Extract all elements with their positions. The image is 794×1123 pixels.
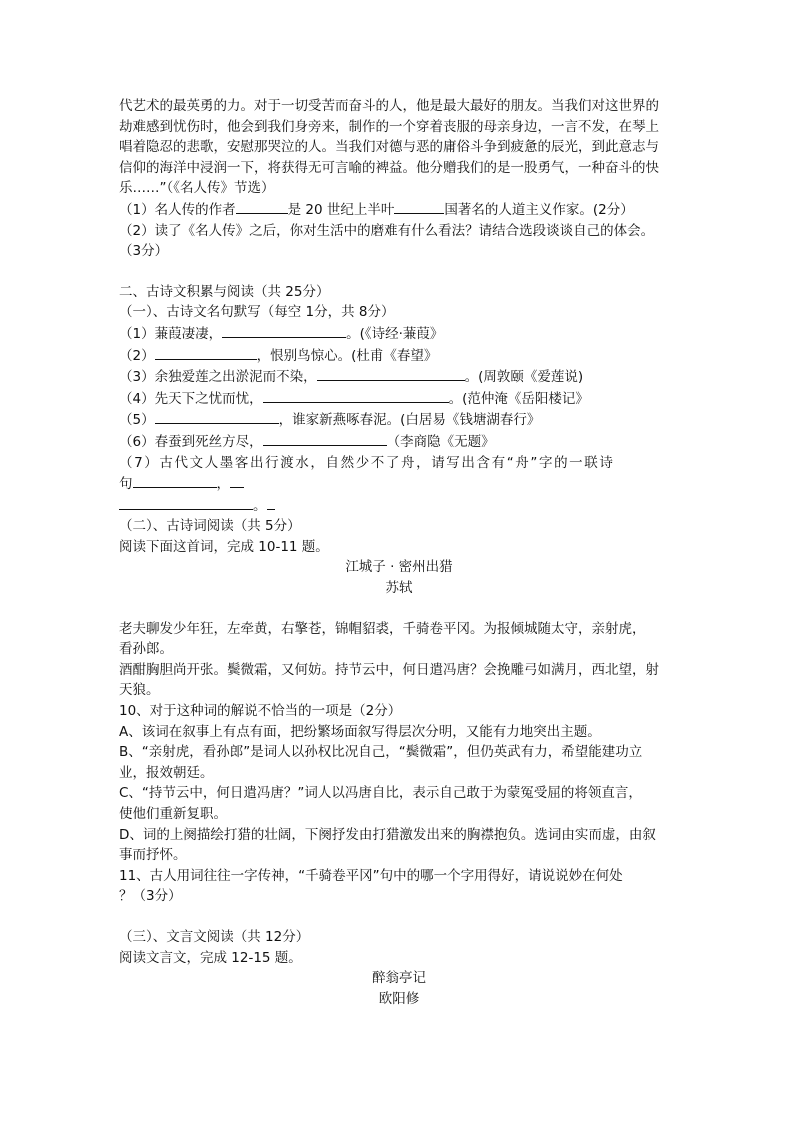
excerpt-line: 代艺术的最英勇的力。对于一切受苦而奋斗的人，他是最大最好的朋友。当我们对这世界的 [119,98,659,114]
answer-blank[interactable] [263,431,387,446]
option-b: B、“亲射虎，看孙郎”是词人以孙权比况自己，“鬓微霜”，但仍英武有力，希望能建功立 [119,744,643,761]
item-suffix: ，谁家新燕啄春泥。(白居易《钱塘湖春行》 [278,412,541,429]
poem-author: 苏轼 [385,580,413,597]
subsection-2-title: （二）、古诗词阅读（共 5分） [119,518,301,535]
answer-blank[interactable] [133,473,217,488]
excerpt-line: 唱着隐忍的悲歌，安慰那哭泣的人。当我们对德与恶的庸俗斗争到疲惫的辰光，到此意志与 [119,139,659,156]
recitation-item-1 [119,323,679,345]
question-text: （1）名人传的作者 [119,201,236,218]
item-end: 。 [253,497,267,514]
recitation-item-4 [119,388,679,410]
excerpt-line: 乐……”（《名人传》节选） [119,180,275,197]
answer-blank[interactable] [222,323,346,338]
excerpt-line: 劫难感到忧伤时，他会到我们身旁来，制作的一个穿着丧服的母亲身边，一言不发，在琴上 [119,118,659,135]
item-prefix: （6）春蚕到死丝方尽， [119,433,263,450]
answer-blank[interactable] [119,495,253,510]
exam-page [119,96,679,1009]
item-prefix: （2） [119,347,155,364]
option-a: A、该词在叙事上有点有面，把纷繁场面叙写得层次分明，又能有力地突出主题。 [119,723,601,740]
subsection-1-title: （一）、古诗文名句默写（每空 1分，共 8分） [119,304,395,321]
poem-line: 酒酣胸胆尚开张。鬓微霜，又何妨。持节云中，何日遣冯唐？会挽雕弓如满月，西北望，射 [119,661,659,678]
option-d: D、词的上阕描绘打猎的壮阔，下阕抒发由打猎激发出来的胸襟抱负。选词由实而虚，由叙 [119,826,656,843]
poem-body [119,619,679,701]
answer-blank[interactable] [317,366,465,381]
question-1 [119,199,679,221]
item-prefix: （4）先天下之忧而忧， [119,390,263,407]
recitation-item-2 [119,345,679,367]
option-d-cont: 事而抒怀。 [119,847,187,864]
item-suffix: 。(范仲淹《岳阳楼记》 [448,390,589,407]
subsection-2-instruction: 阅读下面这首词，完成 10-11 题。 [119,538,329,555]
item-prefix: （1）蒹葭凄凄， [119,325,223,342]
answer-blank[interactable] [263,388,449,403]
question-11-cont: ？（3分） [119,888,182,905]
recitation-item-7-line-3 [119,495,679,517]
question-text: 国著名的人道主义作家。(2分） [444,201,634,218]
section-2-title: 二、古诗文积累与阅读（共 25分） [119,283,330,300]
answer-blank[interactable] [394,199,444,214]
question-10-options [119,722,679,866]
option-c: C、“持节云中，何日遣冯唐？”词人以冯唐自比，表示自己敢于为蒙冤受屈的将领直言， [119,785,642,802]
question-11: 11、古人用词往往一字传神，“千骑卷平冈”句中的哪一个字用得好，请说说妙在何处 [119,867,623,884]
recitation-item-5 [119,409,679,431]
option-c-cont: 使他们重新复职。 [119,806,227,822]
poem-line: 看孙郎。 [119,641,173,658]
essay-title: 醉翁亭记 [372,970,426,987]
question-2-score: （3分） [119,243,169,260]
excerpt-line: 信仰的海洋中浸润一下，将获得无可言喻的裨益。他分赠我们的是一股勇气，一种奋斗的快 [119,159,659,176]
recitation-item-6 [119,431,679,453]
subsection-3-instruction: 阅读文言文，完成 12-15 题。 [119,949,302,966]
item-suffix: 。(周敦颐《爱莲说) [464,369,584,386]
question-2: （2）读了《名人传》之后，你对生活中的磨难有什么看法？请结合选段谈谈自己的体会。 [119,222,655,239]
question-10: 10、对于这种词的解说不恰当的一项是（2分） [119,703,402,720]
answer-blank[interactable] [155,345,257,360]
subsection-3-title: （三）、文言文阅读（共 12分） [119,928,310,945]
item-prefix: （5） [119,412,155,429]
recitation-item-7: （7）古代文人墨客出行渡水，自然少不了舟，请写出含有“舟”字的一联诗 [119,454,615,471]
recitation-item-3 [119,366,679,388]
answer-blank[interactable] [230,473,244,488]
item-prefix: （3）余独爱莲之出淤泥而不染， [119,369,317,386]
answer-blank[interactable] [267,495,275,510]
item-separator: ， [216,476,230,493]
poem-title: 江城子 · 密州出猎 [345,559,453,576]
answer-blank[interactable] [236,199,288,214]
answer-blank[interactable] [155,409,279,424]
poem-line: 天狼。 [119,682,160,699]
item-prefix: 句 [119,476,133,493]
poem-line: 老夫聊发少年狂，左牵黄，右擎苍，锦帽貂裘，千骑卷平冈。为报倾城随太守，亲射虎， [119,620,646,637]
question-text: 是 20 世纪上半叶 [287,201,395,218]
item-suffix: ，恨别鸟惊心。(杜甫《春望》 [256,347,438,364]
option-b-cont: 业，报效朝廷。 [119,764,214,781]
excerpt-paragraph [119,96,679,199]
essay-author: 欧阳修 [378,990,420,1007]
item-suffix: 。(《诗经·蒹葭》 [346,325,444,342]
item-suffix: （李商隐《无题》 [386,433,495,450]
recitation-item-7-line-2 [119,473,679,495]
